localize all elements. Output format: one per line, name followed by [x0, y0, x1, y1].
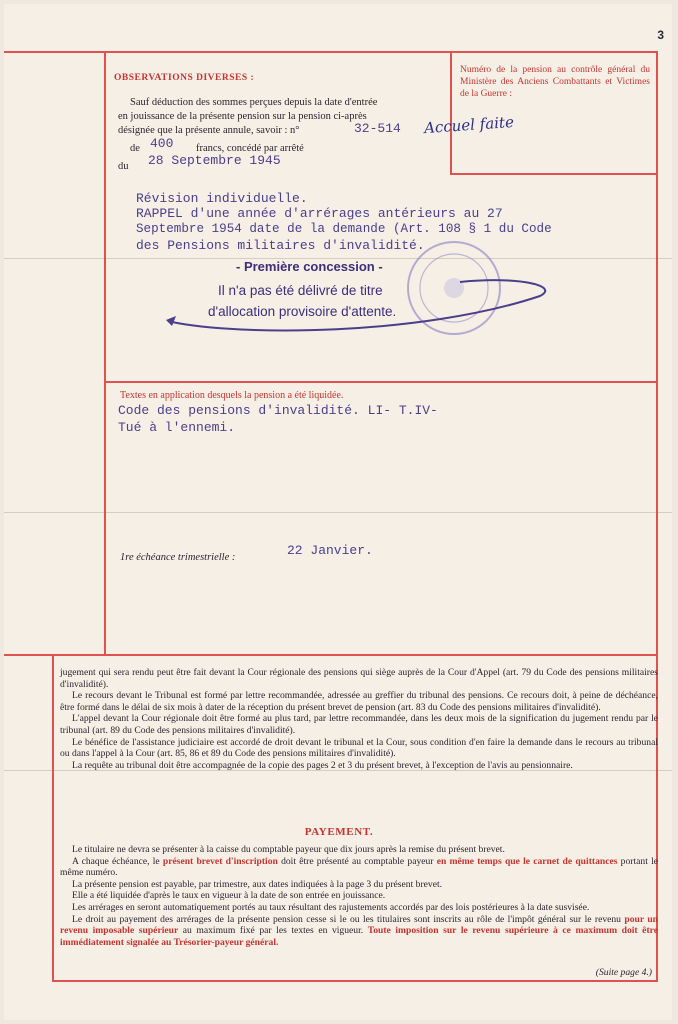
payement-bold-span: pour un revenu imposable supérieur	[60, 913, 659, 937]
observations-intro-line3: désignée que la présente annule, savoir : n°	[118, 125, 300, 136]
lower-section-top-line	[4, 654, 658, 656]
legal-paragraph: Le bénéfice de l'assistance judiciaire est accordé de droit devant le tribunal et la Cour, sous condition d'en faire la demande dans le recours au tribunal ou dans l'appel à la Cour (art. 85, 86 et 89 du Code des pensions militaires d'invalidité).	[60, 736, 658, 760]
payement-paragraph	[60, 856, 658, 879]
frame-top-line	[4, 51, 658, 53]
suite-page-note: (Suite page 4.)	[595, 967, 652, 978]
control-box-text: Numéro de la pension au contrôle général du Ministère des Anciens Combattants et Victimes de la Guerre :	[460, 65, 650, 99]
stamp-line-2: Il n'a pas été délivré de titre	[218, 283, 383, 298]
payement-paragraph: Le titulaire ne devra se présenter à la caisse du comptable payeur que dix jours après la remise du présent brevet.	[72, 844, 505, 855]
control-box-left-line	[450, 51, 452, 174]
payement-text-span: au maximum fixé par les textes en vigueur.	[178, 925, 368, 937]
page-number: 3	[657, 28, 664, 42]
payement-bold-span: Toute imposition sur le revenu supérieure à ce maximum doit être immédiatement signalée au Trésorier-payeur général.	[60, 925, 658, 948]
handwritten-note: Accuel faite	[423, 112, 515, 138]
du-label: du	[118, 161, 129, 172]
date-typed: 28 Septembre 1945	[148, 153, 281, 168]
echeance-label: 1re échéance trimestrielle :	[120, 552, 236, 563]
control-box-bottom-line	[450, 173, 658, 175]
observations-intro	[130, 96, 452, 109]
payement-text-span: A chaque échéance, le	[72, 855, 163, 867]
legal-recourse-text	[60, 667, 658, 771]
payement-text-span: portant le même numéro.	[60, 855, 658, 879]
legal-paragraph: L'appel devant la Cour régionale doit être formé au plus tard, par lettre recommandée, dans les deux mois de la signification du jugement rendu par le tribunal (art. 89 du Code des pensions militaires d'invalidité).	[60, 713, 658, 736]
typed-line-4: des Pensions militaires d'invalidité.	[136, 238, 425, 253]
legal-paragraph: Le recours devant le Tribunal est formé par lettre recommandée, adressée au greffier du tribunal des pensions. Ce recours doit, à peine de déchéance, être formé dans le délai de six mois à dater de la réception du présent brevet de pension (art. 83 du Code des pensions militaires d'invalidité).	[60, 690, 658, 713]
premiere-concession-stamp: - Première concession -	[236, 259, 383, 274]
payement-paragraph: Elle a été liquidée d'après le taux en vigueur à la date de son entrée en jouissance.	[72, 890, 386, 902]
typed-line-2: RAPPEL d'une année d'arrérages antérieurs au 27	[136, 206, 503, 221]
pension-number-typed: 32-514	[354, 121, 401, 136]
payement-paragraph: La présente pension est payable, par trimestre, aux dates indiquées à la page 3 du présent brevet.	[72, 878, 443, 890]
payement-text	[60, 844, 658, 948]
textes-line-1: Code des pensions d'invalidité. LI- T.IV-	[118, 403, 438, 418]
lower-section-bottom-line	[52, 980, 658, 982]
payement-title: PAYEMENT.	[304, 826, 374, 838]
section-divider-line	[104, 381, 658, 383]
francs-label: francs, concédé par arrêté	[196, 143, 304, 154]
stamp-line-3: d'allocation provisoire d'attente.	[208, 304, 397, 319]
de-label: de	[130, 143, 140, 154]
payement-bold-span: en même temps que le carnet de quittances	[436, 855, 618, 867]
payement-text-span: doit être présenté au comptable payeur	[277, 855, 437, 867]
payement-paragraph: Les arrérages en seront automatiquement portés au taux résultant des rajustements accordés par des lois postérieures à la date susvisée.	[72, 901, 590, 913]
payement-paragraph	[60, 914, 658, 949]
payement-text-span: Le droit au payement des arrérages de la présente pension cesse si le ou les titulaires sont inscrits au rôle de l'impôt général sur le revenu	[72, 913, 625, 925]
typed-line-1: Révision individuelle.	[136, 191, 308, 206]
observations-title: OBSERVATIONS DIVERSES :	[114, 73, 255, 83]
legal-paragraph: jugement qui sera rendu peut être fait devant la Cour régionale des pensions qui siège auprès de la Cour d'Appel (art. 79 du Code des pensions militaires d'invalidité).	[60, 667, 658, 690]
lower-section-left-line	[52, 654, 54, 982]
echeance-value: 22 Janvier.	[287, 543, 373, 558]
stamp-ellipse-outline	[160, 266, 560, 346]
frame-left-line	[104, 51, 106, 656]
frame-right-line	[656, 51, 658, 981]
amount-typed: 400	[150, 136, 174, 151]
textes-line-2: Tué à l'ennemi.	[118, 420, 236, 435]
textes-label: Textes en application desquels la pension a été liquidée.	[120, 390, 344, 401]
legal-paragraph: La requête au tribunal doit être accompagnée de la copie des pages 2 et 3 du présent brevet, à l'exception de l'avis au pensionnaire.	[72, 759, 573, 771]
observations-intro-line2: en jouissance de la présente pension sur la pension ci-après	[118, 111, 367, 122]
typed-line-3: Septembre 1954 date de la demande (Art. 108 § 1 du Code	[136, 222, 552, 236]
observations-intro-line1: Sauf déduction des sommes perçues depuis la date d'entrée	[130, 97, 378, 108]
payement-bold-span: présent brevet d'inscription	[162, 855, 278, 867]
